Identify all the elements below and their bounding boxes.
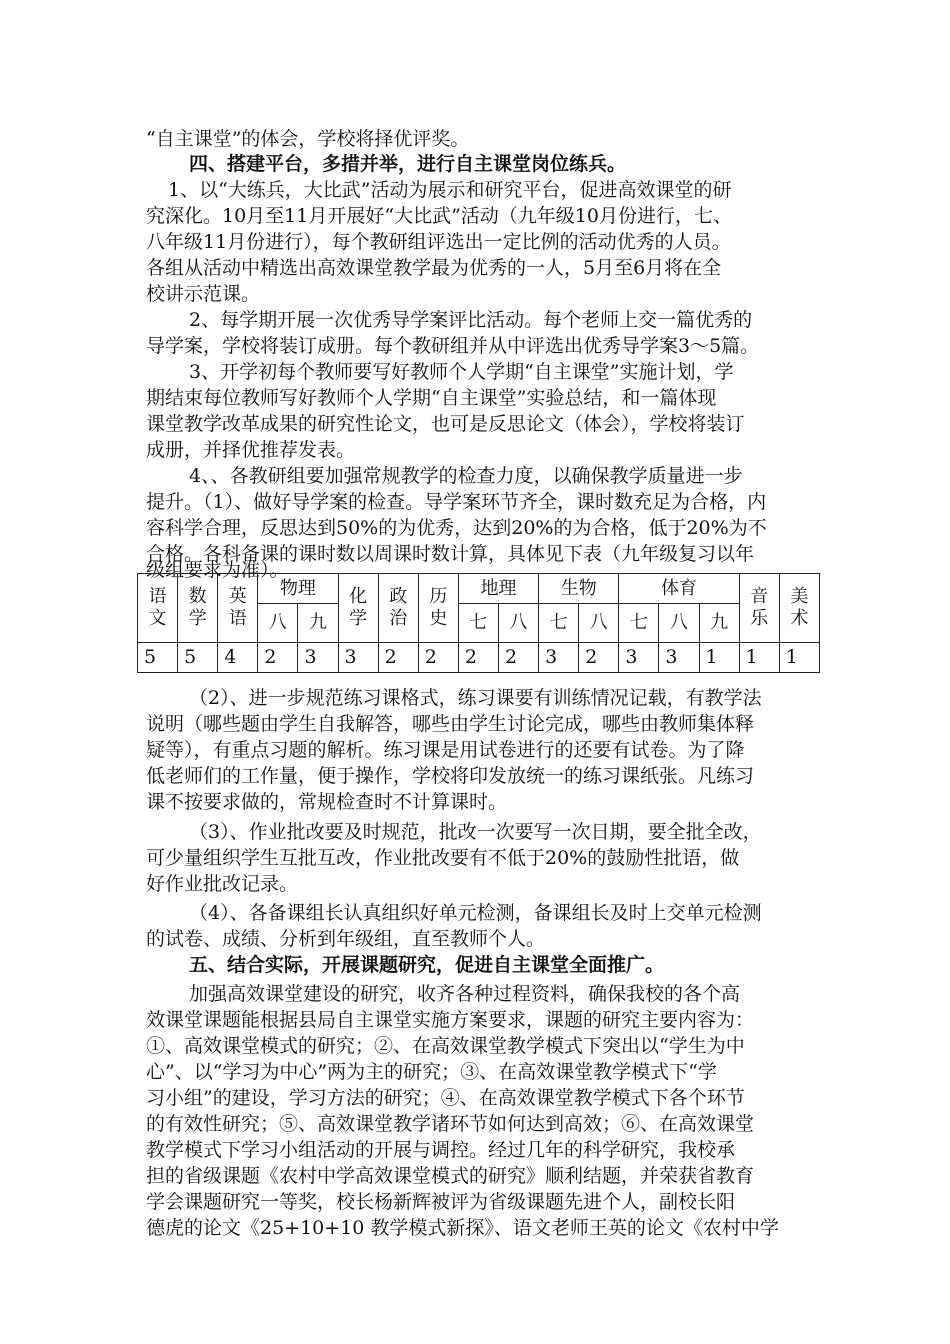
table-header-row <box>138 574 820 604</box>
hours-value-cell: 3 <box>539 642 579 672</box>
paragraph-line: 合格。各科备课的课时数以周课时数计算，具体见下表（九年级复习以年 <box>146 543 755 565</box>
paragraph-line: 究深化。10月至11月开展好“大比武”活动（九年级10月份进行，七、 <box>146 205 732 227</box>
hours-value-cell: 2 <box>458 642 498 672</box>
grade-cell: 七 <box>458 604 498 642</box>
hours-value-cell: 2 <box>258 642 298 672</box>
hours-value-cell: 5 <box>138 642 178 672</box>
paragraph-line: 可少量组织学生互批互改，作业批改要有不低于20%的鼓励性批语，做 <box>146 847 740 869</box>
subject-cell: 数学 <box>178 574 218 643</box>
paragraph-line: 低老师们的工作量，便于操作，学校将印发放统一的练习课纸张。凡练习 <box>146 765 755 787</box>
paragraph-line: “自主课堂”的体会，学校将择优评奖。 <box>146 128 470 150</box>
hours-value-cell: 2 <box>579 642 619 672</box>
subject-cell: 音乐 <box>739 574 779 643</box>
hours-value-cell: 1 <box>779 642 819 672</box>
paragraph-line: 习小组”的建设，学习方法的研究；④、在高效课堂教学模式下各个环节 <box>146 1087 745 1109</box>
grade-cell: 八 <box>258 604 298 642</box>
paragraph-line: 效课堂课题能根据县局自主课堂实施方案要求，课题的研究主要内容为： <box>146 1009 755 1031</box>
paragraph-line: 提升。（1）、做好导学案的检查。导学案环节齐全，课时数充足为合格，内 <box>146 491 767 513</box>
grade-cell: 九 <box>298 604 338 642</box>
paragraph-line: 的试卷、成绩、分析到年级组，直至教师个人。 <box>146 928 546 950</box>
paragraph-line: 加强高效课堂建设的研究，收齐各种过程资料，确保我校的各个高 <box>189 983 741 1005</box>
paragraph-line: ①、高效课堂模式的研究；②、在高效课堂教学模式下突出以“学生为中 <box>146 1035 745 1057</box>
subject-cell: 化学 <box>338 574 378 643</box>
hours-value-cell: 2 <box>418 642 458 672</box>
grade-cell: 八 <box>579 604 619 642</box>
hours-value-cell: 1 <box>699 642 739 672</box>
hours-value-cell: 5 <box>178 642 218 672</box>
paragraph-line: （2）、进一步规范练习课格式，练习课要有训练情况记载，有教学法 <box>189 687 762 709</box>
hours-value-cell: 3 <box>338 642 378 672</box>
subject-cell: 语文 <box>138 574 178 643</box>
paragraph-line: 教学模式下学习小组活动的开展与调控。经过几年的科学研究，我校承 <box>146 1139 736 1161</box>
paragraph-line: 的有效性研究；⑤、高效课堂教学诸环节如何达到高效；⑥、在高效课堂 <box>146 1113 755 1135</box>
paragraph-line: 心”、以“学习为中心”两为主的研究；③、在高效课堂教学模式下“学 <box>146 1061 717 1083</box>
paragraph-line: 4、、各教研组要加强常规教学的检查力度，以确保教学质量进一步 <box>189 465 743 487</box>
hours-value-cell: 3 <box>659 642 699 672</box>
subject-cell: 地理 <box>458 574 538 604</box>
paragraph-line: 说明（哪些题由学生自我解答，哪些由学生讨论完成，哪些由教师集体释 <box>146 713 755 735</box>
subject-cell: 美术 <box>779 574 819 643</box>
subject-cell: 生物 <box>539 574 619 604</box>
hours-value-cell: 4 <box>218 642 258 672</box>
grade-cell: 七 <box>619 604 659 642</box>
paragraph-line: 级组要求为准）。 <box>146 559 289 581</box>
paragraph-line: 课不按要求做的，常规检查时不计算课时。 <box>146 791 508 813</box>
paragraph-line: 疑等），有重点习题的解析。练习课是用试卷进行的还要有试卷。为了降 <box>146 739 745 761</box>
paragraph-line: 成册，并择优推荐发表。 <box>146 439 356 461</box>
paragraph-line: 1、以“大练兵，大比武”活动为展示和研究平台，促进高效课堂的研 <box>168 179 732 201</box>
subject-cell: 物理 <box>258 574 338 604</box>
paragraph-line: 学会课题研究一等奖，校长杨新辉被评为省级课题先进个人，副校长阳 <box>146 1191 736 1213</box>
paragraph-line: （3）、作业批改要及时规范，批改一次要写一次日期，要全批全改， <box>189 821 762 843</box>
paragraph-line: 容科学合理，反思达到50%的为优秀，达到20%的为合格，低于20%为不 <box>146 517 767 539</box>
paragraph-line: 好作业批改记录。 <box>146 873 299 895</box>
grade-cell: 九 <box>699 604 739 642</box>
hours-value-cell: 2 <box>498 642 538 672</box>
paragraph-line: （4）、各备课组长认真组织好单元检测，备课组长及时上交单元检测 <box>189 902 762 924</box>
section-heading: 五、结合实际，开展课题研究，促进自主课堂全面推广。 <box>189 954 665 976</box>
subject-cell: 历史 <box>418 574 458 643</box>
paragraph-line: 期结束每位教师写好教师个人学期“自主课堂”实验总结，和一篇体现 <box>146 387 717 409</box>
paragraph-line: 2、每学期开展一次优秀导学案评比活动。每个老师上交一篇优秀的 <box>189 309 753 331</box>
paragraph-line: 导学案，学校将装订成册。每个教研组并从中评选出优秀导学案3～5篇。 <box>146 335 760 357</box>
subject-cell: 政治 <box>378 574 418 643</box>
weekly-hours-table <box>137 573 820 673</box>
hours-value-cell: 1 <box>739 642 779 672</box>
subject-cell: 体育 <box>619 574 739 604</box>
grade-cell: 八 <box>659 604 699 642</box>
paragraph-line: 各组从活动中精选出高效课堂教学最为优秀的一人，5月至6月将在全 <box>146 257 722 279</box>
hours-value-cell: 2 <box>378 642 418 672</box>
paragraph-line: 3、开学初每个教师要写好教师个人学期“自主课堂”实施计划，学 <box>189 361 734 383</box>
grade-cell: 八 <box>498 604 538 642</box>
table-value-row <box>138 642 820 672</box>
paragraph-line: 八年级11月份进行），每个教研组评选出一定比例的活动优秀的人员。 <box>146 231 731 253</box>
paragraph-line: 德虎的论文《25+10+10 教学模式新探》、语文老师王英的论文《农村中学 <box>146 1217 779 1239</box>
subject-cell: 英语 <box>218 574 258 643</box>
hours-value-cell: 3 <box>298 642 338 672</box>
grade-cell: 七 <box>539 604 579 642</box>
section-heading: 四、搭建平台，多措并举，进行自主课堂岗位练兵。 <box>189 153 627 175</box>
hours-value-cell: 3 <box>619 642 659 672</box>
paragraph-line: 课堂教学改革成果的研究性论文，也可是反思论文（体会），学校将装订 <box>146 413 745 435</box>
paragraph-line: 校讲示范课。 <box>146 283 261 305</box>
paragraph-line: 担的省级课题《农村中学高效课堂模式的研究》顺利结题，并荣获省教育 <box>146 1165 755 1187</box>
